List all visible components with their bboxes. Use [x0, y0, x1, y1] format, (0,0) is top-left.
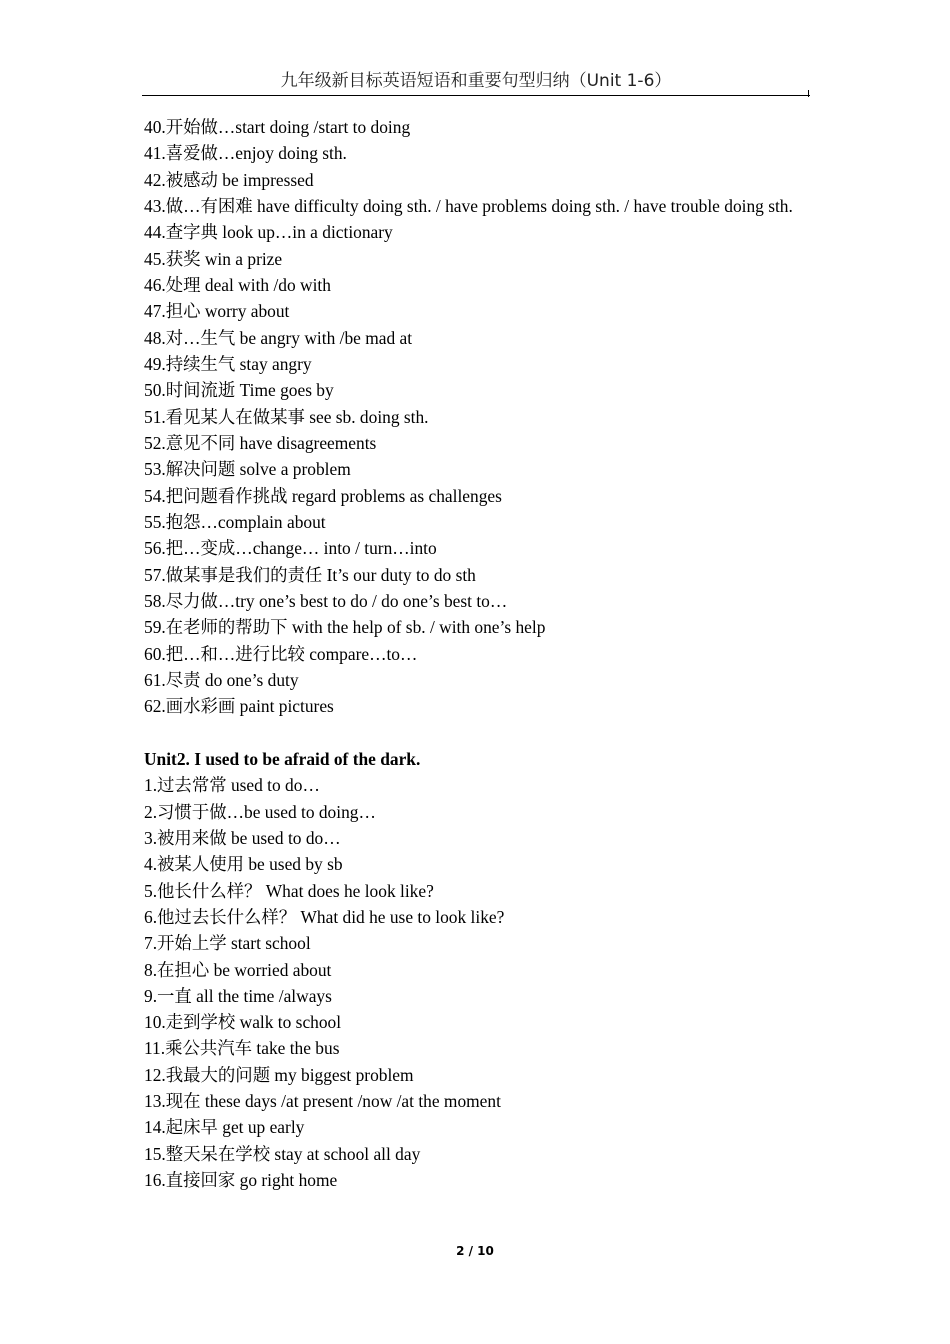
list-item: 56.把…变成…change… into / turn…into	[144, 538, 437, 559]
list-item: 2.习惯于做…be used to doing…	[144, 801, 376, 822]
list-item: 6.他过去长什么样？ What did he use to look like?	[144, 906, 505, 927]
header-rule	[142, 95, 810, 96]
list-item: 51.看见某人在做某事 see sb. doing sth.	[144, 406, 429, 427]
list-item: 10.走到学校 walk to school	[144, 1012, 342, 1033]
list-item: 11.乘公共汽车 take the bus	[144, 1038, 340, 1059]
list-item: 44.查字典 look up…in a dictionary	[144, 222, 393, 243]
list-item: 58.尽力做…try one’s best to do / do one’s best to…	[144, 590, 508, 611]
list-item: 52.意见不同 have disagreements	[144, 432, 377, 453]
list-item: 53.解决问题 solve a problem	[144, 459, 351, 480]
list-item: 15.整天呆在学校 stay at school all day	[144, 1143, 421, 1164]
list-item: 14.起床早 get up early	[144, 1117, 305, 1138]
page-header-title: 九年级新目标英语短语和重要句型归纳（Unit 1-6）	[280, 71, 672, 91]
list-item: 47.担心 worry about	[144, 301, 290, 322]
list-item: 1.过去常常 used to do…	[144, 775, 320, 796]
list-item: 43.做…有困难 have difficulty doing sth. / have problems doing sth. / have trouble doing sth.	[144, 195, 793, 216]
list-item: 50.时间流逝 Time goes by	[144, 380, 334, 401]
page-number: 2 / 10	[456, 1244, 494, 1258]
spacer	[144, 720, 806, 746]
list-item: 62.画水彩画 paint pictures	[144, 696, 334, 717]
list-item: 8.在担心 be worried about	[144, 959, 332, 980]
list-item: 55.抱怨…complain about	[144, 511, 326, 532]
list-item: 4.被某人使用 be used by sb	[144, 854, 343, 875]
list-item: 49.持续生气 stay angry	[144, 353, 312, 374]
list-item: 7.开始上学 start school	[144, 933, 311, 954]
list-item: 59.在老师的帮助下 with the help of sb. / with one’s help	[144, 617, 546, 638]
list-item: 40.开始做…start doing /start to doing	[144, 117, 411, 137]
section-heading: Unit2. I used to be afraid of the dark.	[144, 748, 421, 769]
list-item: 41.喜爱做…enjoy doing sth.	[144, 143, 347, 164]
list-item: 54.把问题看作挑战 regard problems as challenges	[144, 485, 502, 506]
list-item: 12.我最大的问题 my biggest problem	[144, 1064, 414, 1085]
list-item: 45.获奖 win a prize	[144, 248, 283, 269]
list-item: 57.做某事是我们的责任 It’s our duty to do sth	[144, 564, 476, 585]
list-item: 5.他长什么样？ What does he look like?	[144, 880, 434, 901]
list-item: 61.尽责 do one’s duty	[144, 669, 299, 690]
header-rule-tick	[808, 90, 809, 97]
list-item: 13.现在 these days /at present /now /at the moment	[144, 1091, 501, 1112]
list-item: 60.把…和…进行比较 compare…to…	[144, 643, 418, 664]
list-item: 48.对…生气 be angry with /be mad at	[144, 327, 413, 348]
document-body	[144, 114, 806, 1193]
list-item: 16.直接回家 go right home	[144, 1170, 338, 1191]
list-item: 9.一直 all the time /always	[144, 985, 332, 1006]
list-item: 46.处理 deal with /do with	[144, 274, 331, 295]
list-item: 42.被感动 be impressed	[144, 169, 314, 190]
list-item: 3.被用来做 be used to do…	[144, 827, 341, 848]
